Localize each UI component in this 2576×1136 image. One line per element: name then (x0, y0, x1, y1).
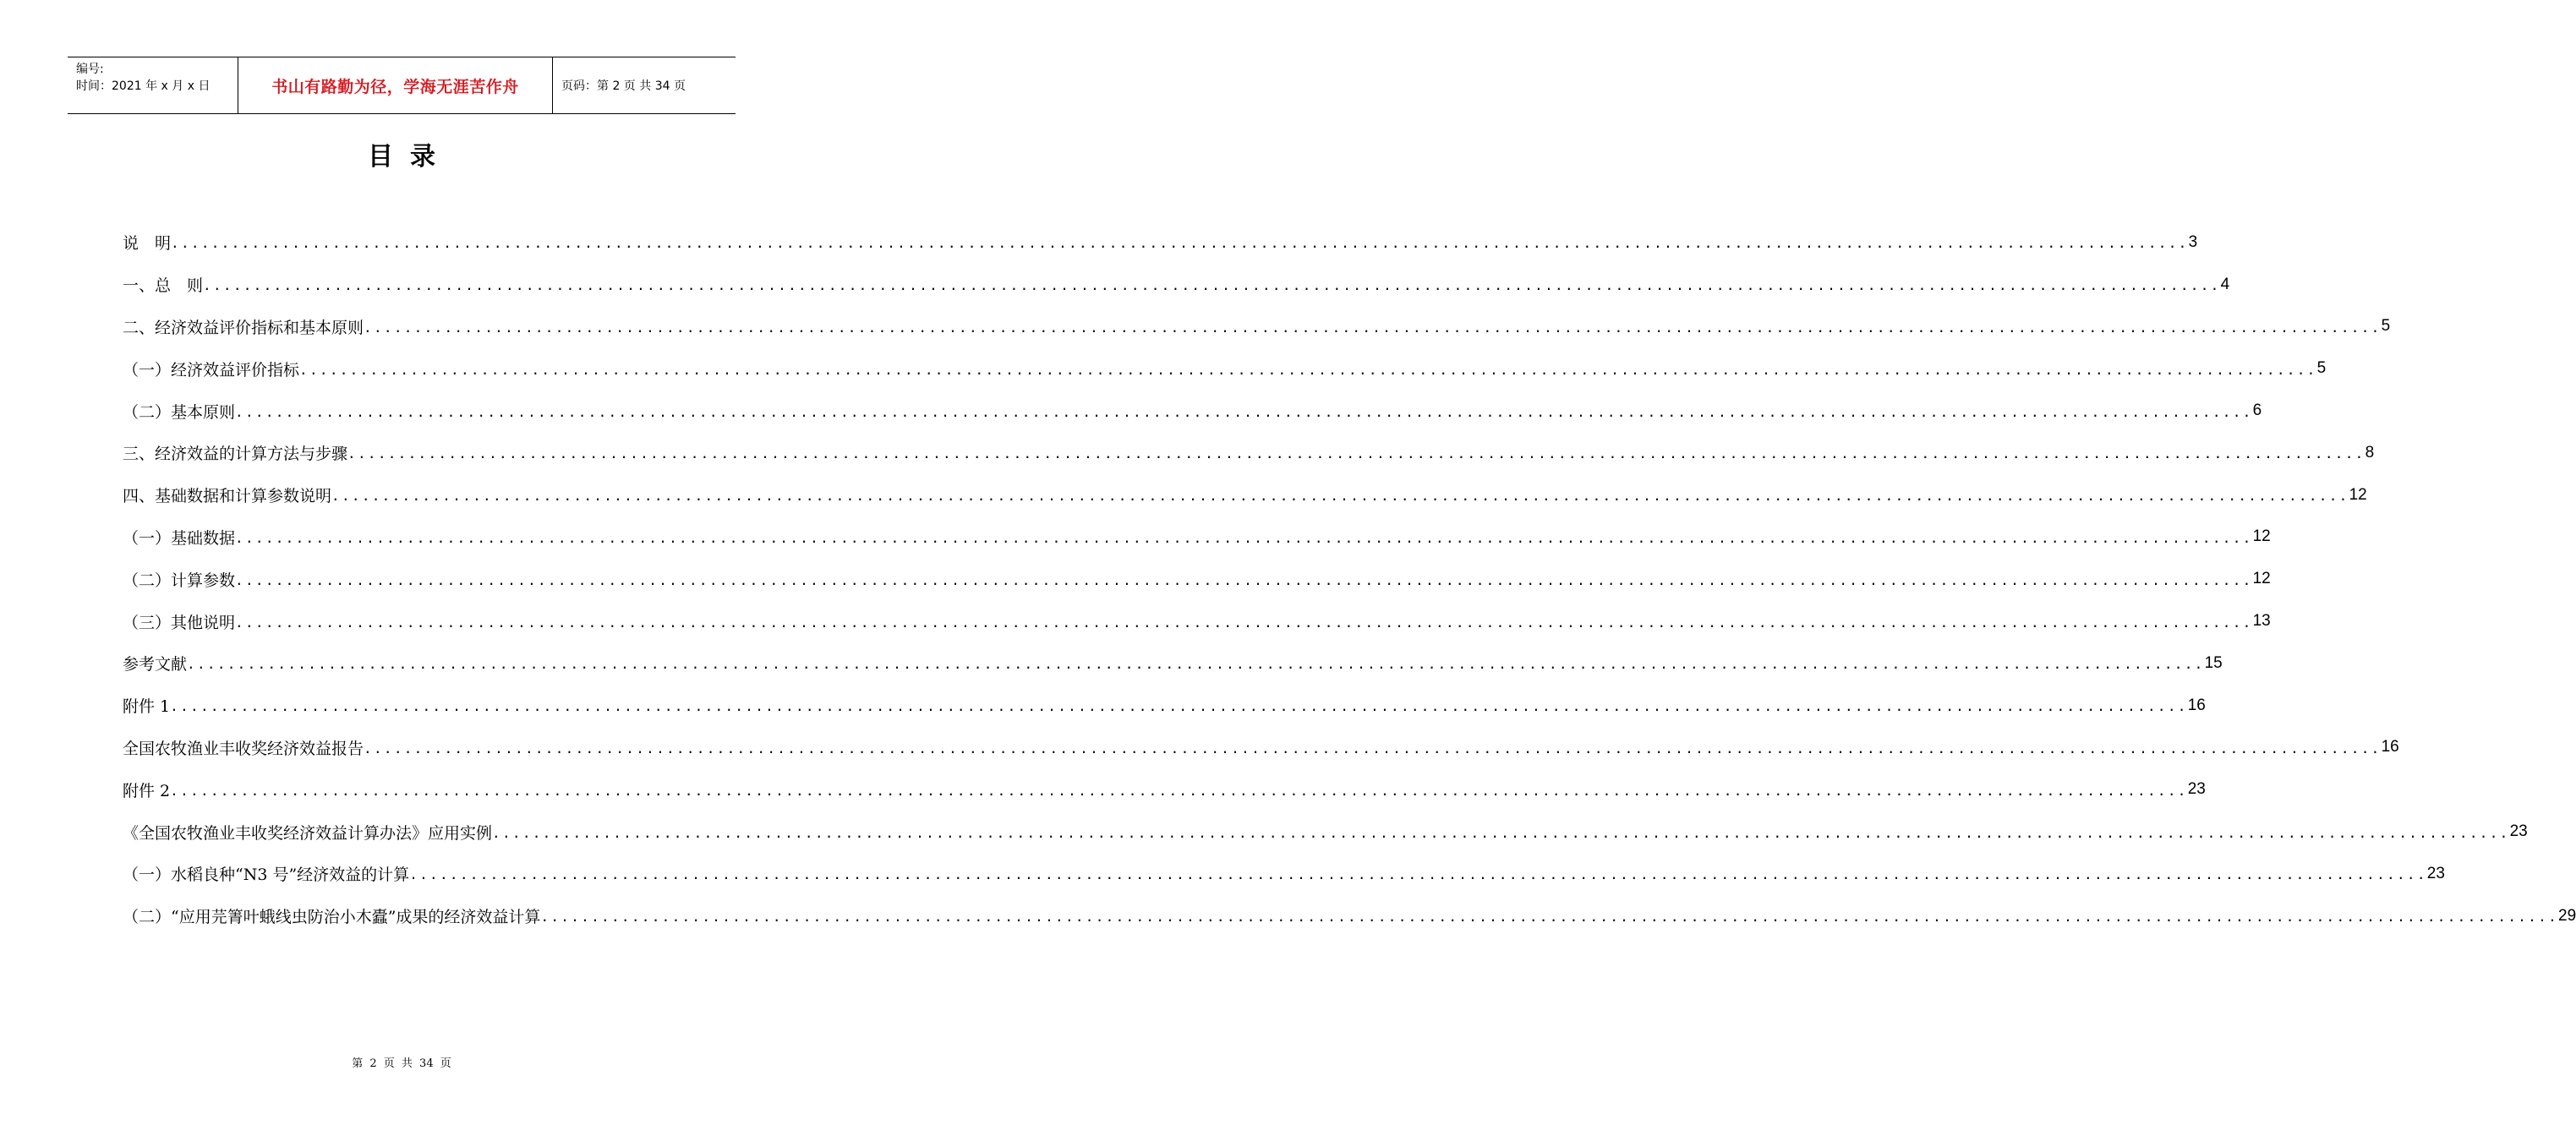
toc-entry-label: （三）其他说明 (123, 613, 236, 632)
toc-leader-dots: ........................................................................................................................................................................................................ (299, 361, 2317, 378)
toc-entry-label: 三、经济效益的计算方法与步骤 (123, 445, 348, 464)
toc-entry-label: 《全国农牧渔业丰收奖经济效益计算办法》应用实例 (123, 823, 493, 843)
toc-leader-dots: ........................................................................................................................................................................................................ (187, 656, 2205, 673)
page-footer: 第 2 页 共 34 页 (352, 1057, 451, 1070)
toc-entry-label: （二）“应用芫箐叶蛾线虫防治小木蠹”成果的经济效益计算 (123, 908, 541, 927)
toc-entry-label: （一）水稻良种“N3 号”经济效益的计算 (123, 866, 410, 885)
toc-leader-dots: ........................................................................................................................................................................................................ (235, 403, 2253, 420)
toc-leader-dots: ........................................................................................................................................................................................................ (171, 235, 2189, 252)
toc-entry-label: 参考文献 (123, 655, 188, 674)
toc-entry[interactable] (123, 347, 2327, 390)
toc-leader-dots: ........................................................................................................................................................................................................ (235, 529, 2253, 546)
toc-entry[interactable] (123, 685, 2206, 727)
header-page-info: 页码：第 2 页 共 34 页 (561, 79, 686, 93)
toc-entry-page: 5 (2381, 317, 2391, 336)
toc-leader-dots: ........................................................................................................................................................................................................ (203, 277, 2221, 294)
toc-entry-label: 一、总 则 (123, 276, 204, 296)
toc-leader-dots: ........................................................................................................................................................................................................ (364, 740, 2382, 756)
page-title: 目录 (368, 142, 452, 172)
toc-entry[interactable] (123, 516, 2271, 559)
toc-leader-dots: ........................................................................................................................................................................................................ (170, 782, 2188, 799)
toc-leader-dots: ........................................................................................................................................................................................................ (170, 698, 2188, 715)
toc-entry-page: 23 (2509, 822, 2528, 841)
toc-leader-dots: ........................................................................................................................................................................................................ (235, 571, 2253, 588)
toc-entry-label: （二）基本原则 (123, 402, 236, 422)
toc-entry[interactable] (123, 390, 2262, 432)
table-of-contents (123, 221, 2576, 937)
toc-entry[interactable] (123, 811, 2528, 853)
toc-entry-page: 15 (2204, 653, 2223, 672)
toc-leader-dots: ........................................................................................................................................................................................................ (409, 866, 2427, 883)
toc-entry-label: 二、经济效益评价指标和基本原则 (123, 318, 364, 337)
toc-entry-label: 全国农牧渔业丰收奖经济效益报告 (123, 739, 364, 758)
toc-entry-page: 16 (2187, 696, 2206, 714)
header-motto: 书山有路勤为径，学海无涯苦作舟 (238, 57, 553, 113)
toc-leader-dots: ........................................................................................................................................................................................................ (331, 488, 2349, 505)
toc-leader-dots: ........................................................................................................................................................................................................ (540, 909, 2558, 926)
toc-entry-label: 附件 1 (123, 697, 171, 717)
toc-entry-page: 23 (2426, 864, 2445, 882)
toc-entry-page: 29 (2558, 906, 2576, 925)
toc-entry-label: （一）经济效益评价指标 (123, 360, 300, 380)
toc-entry-page: 6 (2252, 401, 2262, 420)
toc-entry-page: 3 (2188, 232, 2198, 251)
toc-entry-page: 16 (2381, 738, 2399, 756)
toc-entry-page: 12 (2252, 527, 2271, 546)
toc-entry[interactable] (123, 642, 2223, 685)
toc-entry-page: 12 (2349, 485, 2367, 504)
header-number-label: 编号: (76, 63, 104, 76)
toc-leader-dots: ........................................................................................................................................................................................................ (347, 445, 2365, 462)
toc-entry-label: （一）基础数据 (123, 528, 236, 548)
toc-entry[interactable] (123, 853, 2445, 895)
page-header (68, 57, 736, 114)
toc-entry-page: 5 (2316, 359, 2327, 378)
toc-entry-page: 23 (2187, 780, 2206, 799)
toc-entry[interactable] (123, 768, 2206, 811)
toc-entry-label: 四、基础数据和计算参数说明 (123, 487, 332, 506)
toc-entry-label: 附件 2 (123, 781, 171, 800)
toc-entry-page: 13 (2252, 612, 2271, 631)
toc-entry-label: （二）计算参数 (123, 571, 236, 590)
toc-leader-dots: ........................................................................................................................................................................................................ (492, 824, 2510, 841)
toc-entry[interactable] (123, 474, 2367, 516)
toc-entry-page: 4 (2220, 275, 2230, 293)
toc-entry[interactable] (123, 221, 2198, 264)
toc-entry[interactable] (123, 600, 2271, 642)
toc-entry[interactable] (123, 727, 2399, 769)
toc-leader-dots: ........................................................................................................................................................................................................ (364, 319, 2382, 336)
toc-entry[interactable] (123, 306, 2391, 348)
toc-entry-page: 8 (2365, 443, 2375, 462)
header-meta (68, 57, 238, 113)
toc-entry[interactable] (123, 895, 2576, 937)
toc-entry[interactable] (123, 264, 2230, 306)
toc-leader-dots: ........................................................................................................................................................................................................ (235, 614, 2253, 631)
toc-entry[interactable] (123, 432, 2375, 474)
toc-entry-page: 12 (2252, 570, 2271, 588)
toc-entry[interactable] (123, 558, 2271, 600)
toc-entry-label: 说 明 (123, 234, 172, 254)
header-time-label: 时间：2021 年 x 月 x 日 (76, 79, 211, 93)
